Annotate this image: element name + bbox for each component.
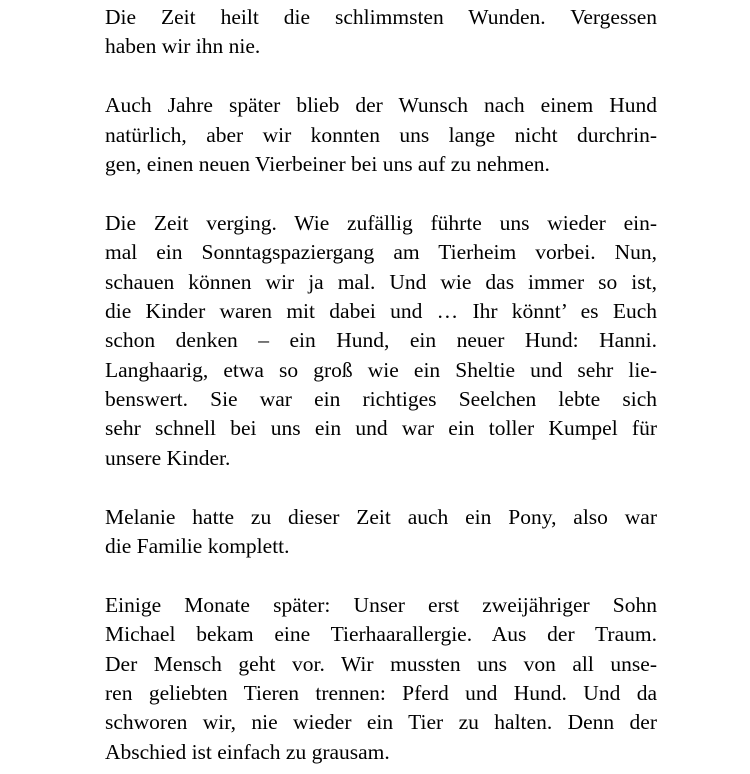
text-line: Abschied ist einfach zu grausam. <box>105 739 390 764</box>
text-line: gen, einen neuen Vierbeiner bei uns auf zu nehmen. <box>105 151 550 176</box>
paragraph-4 <box>105 503 657 562</box>
text-line: Einige Monate später: Unser erst zweijähriger Sohn <box>105 592 657 617</box>
paragraph-gap <box>105 62 657 91</box>
text-line: Langhaarig, etwa so groß wie ein Sheltie und sehr lie- <box>105 357 657 382</box>
text-line: die Kinder waren mit dabei und … Ihr könnt’ es Euch <box>105 298 657 323</box>
paragraph-2 <box>105 91 657 179</box>
text-line: sehr schnell bei uns ein und war ein toller Kumpel für <box>105 416 657 441</box>
paragraph-5 <box>105 591 657 767</box>
paragraph-1 <box>105 3 657 62</box>
text-line: Michael bekam eine Tierhaarallergie. Aus der Traum. <box>105 622 657 647</box>
text-line: Der Mensch geht vor. Wir mussten uns von all unse- <box>105 651 657 676</box>
text-line: Die Zeit verging. Wie zufällig führte uns wieder ein- <box>105 210 657 235</box>
paragraph-gap <box>105 561 657 590</box>
text-line: schauen können wir ja mal. Und wie das immer so ist, <box>105 269 657 294</box>
text-line: Auch Jahre später blieb der Wunsch nach einem Hund <box>105 93 657 118</box>
paragraph-gap <box>105 179 657 208</box>
text-line: schworen wir, nie wieder ein Tier zu halten. Denn der <box>105 710 657 735</box>
text-line: haben wir ihn nie. <box>105 34 261 59</box>
text-line: Die Zeit heilt die schlimmsten Wunden. Vergessen <box>105 5 657 29</box>
text-line: ren geliebten Tieren trennen: Pferd und Hund. Und da <box>105 680 657 705</box>
text-line: benswert. Sie war ein richtiges Seelchen lebte sich <box>105 387 657 412</box>
text-line: die Familie komplett. <box>105 534 290 559</box>
text-line: schon denken – ein Hund, ein neuer Hund: Hanni. <box>105 328 657 353</box>
text-line: natürlich, aber wir konnten uns lange nicht durchrin- <box>105 122 657 147</box>
document-page <box>105 3 657 767</box>
text-line: unsere Kinder. <box>105 445 231 470</box>
text-line: mal ein Sonntagspaziergang am Tierheim vorbei. Nun, <box>105 240 657 265</box>
paragraph-gap <box>105 473 657 502</box>
paragraph-3 <box>105 209 657 474</box>
text-line: Melanie hatte zu dieser Zeit auch ein Pony, also war <box>105 504 657 529</box>
